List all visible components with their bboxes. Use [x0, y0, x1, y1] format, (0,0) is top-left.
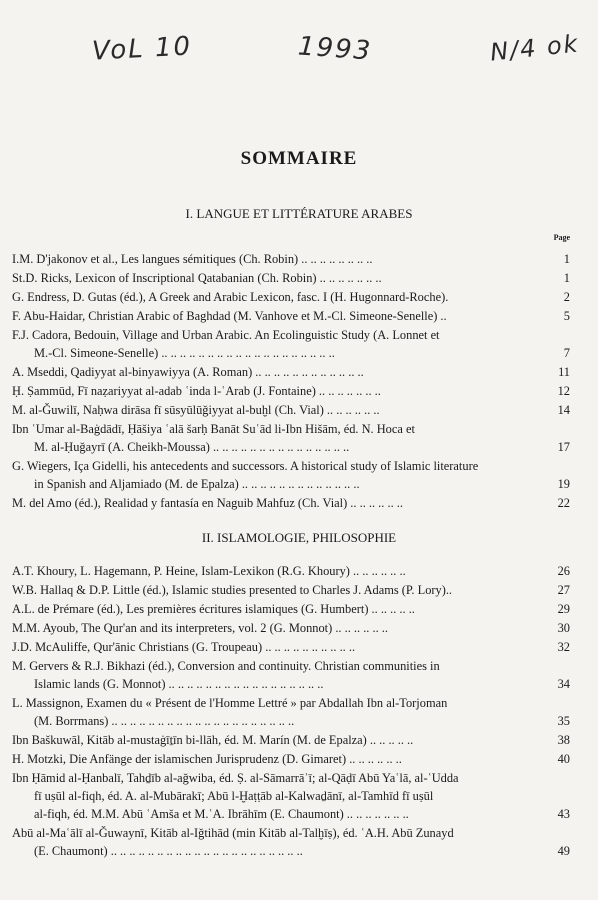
toc-entry — [12, 731, 570, 749]
toc-entry-line: F.J. Cadora, Bedouin, Village and Urban Arabic. An Ecolinguistic Study (A. Lonnet et — [12, 328, 440, 342]
toc-entry-line: W.B. Hallaq & D.P. Little (éd.), Islamic studies presented to Charles J. Adams (P. Lory).. — [12, 583, 453, 597]
toc-entry-line: Islamic lands (G. Monnot) .. .. .. .. .. .. .. .. .. .. .. .. .. .. .. .. .. — [34, 677, 324, 691]
toc-entry-line: in Spanish and Aljamiado (M. de Epalza) .. .. .. .. .. .. .. .. .. .. .. .. .. — [34, 477, 360, 491]
toc-entry — [12, 824, 570, 860]
toc-page-number: 5 — [563, 309, 570, 323]
toc-page-number: 27 — [557, 583, 570, 597]
toc-entry — [12, 288, 570, 306]
toc-page-number: 26 — [557, 564, 570, 578]
toc-entry-line: G. Endress, D. Gutas (éd.), A Greek and Arabic Lexicon, fasc. I (H. Hugonnard-Roche). — [12, 290, 449, 304]
toc-entry — [12, 600, 570, 618]
toc-entry-line: M. Gervers & R.J. Bikhazi (éd.), Conversion and continuity. Christian communities in — [12, 659, 440, 673]
toc-entry — [12, 326, 570, 362]
toc-section-1 — [12, 250, 570, 513]
toc-entry — [12, 750, 570, 768]
toc-page-number: 38 — [557, 733, 570, 747]
toc-entry — [12, 769, 570, 823]
toc-entry — [12, 694, 570, 730]
toc-entry-line: G. Wiegers, Iça Gidelli, his antecedents and successors. A historical study of Islamic literature — [12, 459, 479, 473]
toc-page-number: 11 — [558, 365, 570, 379]
toc-page-number: 35 — [557, 714, 570, 728]
toc-entry — [12, 657, 570, 693]
toc-entry — [12, 269, 570, 287]
toc-entry-line: fī uṣūl al-fiqh, éd. A. al-Mubārakī; Abū l-Ḫaṭṭāb al-Kalwaḏānī, al-Tamhīd fī uṣūl — [34, 789, 434, 803]
toc-entry — [12, 494, 570, 512]
toc-entry-line: J.D. McAuliffe, Qur'ānic Christians (G. Troupeau) .. .. .. .. .. .. .. .. .. .. — [12, 640, 356, 654]
toc-entry — [12, 457, 570, 493]
toc-entry-line: Ḥ. Ṣammūd, Fī naẓariyyat al-adab ʿinda l-ʿArab (J. Fontaine) .. .. .. .. .. .. .. — [12, 384, 381, 398]
toc-entry-line: Ibn ʿUmar al-Baġdādī, Ḥāšiya ʿalā šarḥ Banāt Suʿād li-Ibn Hišām, éd. N. Hoca et — [12, 422, 415, 436]
toc-entry-line: F. Abu-Haidar, Christian Arabic of Baghdad (M. Vanhove et M.-Cl. Simeone-Senelle) .. — [12, 309, 447, 323]
toc-page-number: 14 — [557, 403, 570, 417]
toc-entry — [12, 363, 570, 381]
toc-entry-line: Abū al-Maʿālī al-Ǧuwaynī, Kitāb al-Iǧtihād (min Kitāb al-Talḫīṣ), éd. ʿA.H. Abū Zunayd — [12, 826, 454, 840]
toc-entry — [12, 562, 570, 580]
toc-entry-line: St.D. Ricks, Lexicon of Inscriptional Qatabanian (Ch. Robin) .. .. .. .. .. .. .. — [12, 271, 382, 285]
toc-entry-line: M. al-Ḥuǧayrī (A. Cheikh-Moussa) .. .. .. .. .. .. .. .. .. .. .. .. .. .. .. — [34, 440, 350, 454]
toc-page-number: 1 — [563, 252, 570, 266]
toc-entry — [12, 638, 570, 656]
toc-page-number: 34 — [557, 677, 570, 691]
toc-entry-line: A.L. de Prémare (éd.), Les premières écritures islamiques (G. Humbert) .. .. .. .. .. — [12, 602, 415, 616]
toc-page-number: 22 — [557, 496, 570, 510]
toc-page-number: 12 — [557, 384, 570, 398]
toc-entry-line: A.T. Khoury, L. Hagemann, P. Heine, Islam-Lexikon (R.G. Khoury) .. .. .. .. .. .. — [12, 564, 406, 578]
section-title-1: I. LANGUE ET LITTÉRATURE ARABES — [185, 206, 413, 221]
toc-entry-line: H. Motzki, Die Anfänge der islamischen Jurisprudenz (D. Gimaret) .. .. .. .. .. .. — [12, 752, 402, 766]
toc-page-number: 49 — [557, 844, 570, 858]
toc-entry-line: M.M. Ayoub, The Qur'an and its interpreters, vol. 2 (G. Monnot) .. .. .. .. .. .. — [12, 621, 388, 635]
handwritten-mark: N/4 ok — [488, 29, 581, 67]
toc-page-number: 1 — [563, 271, 570, 285]
toc-page-number: 29 — [557, 602, 570, 616]
toc-entry-line: L. Massignon, Examen du « Présent de l'Homme Lettré » par Abdallah Ibn al-Torjoman — [12, 696, 448, 710]
toc-entry-line: A. Mseddi, Qadiyyat al-binyawiyya (A. Roman) .. .. .. .. .. .. .. .. .. .. .. .. — [12, 365, 364, 379]
toc-entry — [12, 581, 570, 599]
toc-page-number: 2 — [563, 290, 570, 304]
toc-entry-line: al-fiqh, éd. M.M. Abū ʿAmša et M.ʿA. Ibrāhīm (E. Chaumont) .. .. .. .. .. .. .. — [34, 807, 409, 821]
toc-entry-line: M. al-Ǧuwilī, Naḥwa dirāsa fī sūsyūlūǧiyyat al-buḫl (Ch. Vial) .. .. .. .. .. .. — [12, 403, 380, 417]
toc-entry-line: Ibn Baškuwāl, Kitāb al-mustaġīṯīn bi-llāh, éd. M. Marín (M. de Epalza) .. .. .. .. .. — [12, 733, 414, 747]
toc-page-number: 17 — [557, 440, 570, 454]
section-title-2: II. ISLAMOLOGIE, PHILOSOPHIE — [201, 530, 397, 545]
toc-entry-line: (M. Borrmans) .. .. .. .. .. .. .. .. .. .. .. .. .. .. .. .. .. .. .. .. — [34, 714, 295, 728]
toc-entry-line: (E. Chaumont) .. .. .. .. .. .. .. .. .. .. .. .. .. .. .. .. .. .. .. .. .. — [34, 844, 303, 858]
toc-entry — [12, 420, 570, 456]
page-column-label: Page — [553, 233, 570, 242]
toc-section-2 — [12, 562, 570, 861]
toc-page-number: 30 — [557, 621, 570, 635]
toc-entry-line: Ibn Ḥāmid al-Ḥanbalī, Tahḏīb al-aǧwiba, éd. Ṣ. al-Sāmarrāʾī; al-Qāḍī Abū Yaʿlā, al-ʿUdda — [12, 771, 459, 785]
handwritten-year: 1993 — [297, 31, 374, 67]
toc-entry — [12, 619, 570, 637]
page-title: SOMMAIRE — [240, 148, 358, 169]
toc-entry-line: M.-Cl. Simeone-Senelle) .. .. .. .. .. .. .. .. .. .. .. .. .. .. .. .. .. .. .. — [34, 346, 335, 360]
toc-page-number: 43 — [557, 807, 570, 821]
toc-page-number: 7 — [563, 346, 570, 360]
toc-entry — [12, 401, 570, 419]
toc-entry — [12, 307, 570, 325]
toc-page-number: 40 — [557, 752, 570, 766]
toc-page-number: 32 — [557, 640, 570, 654]
handwritten-volume: VoL 10 — [91, 31, 193, 67]
toc-entry — [12, 250, 570, 268]
toc-entry-line: M. del Amo (éd.), Realidad y fantasía en Naguib Mahfuz (Ch. Vial) .. .. .. .. .. .. — [12, 496, 403, 510]
toc-entry-line: I.M. D'jakonov et al., Les langues sémitiques (Ch. Robin) .. .. .. .. .. .. .. .. — [12, 252, 373, 266]
toc-entry — [12, 382, 570, 400]
toc-page-number: 19 — [557, 477, 570, 491]
